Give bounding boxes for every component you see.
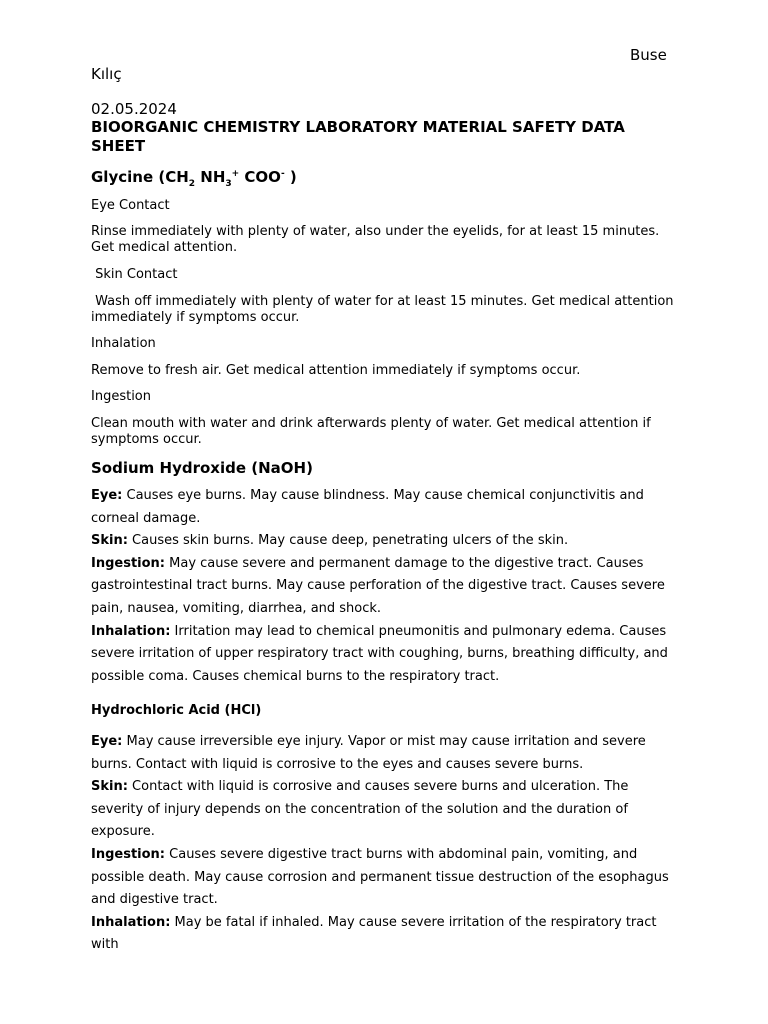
glycine-ingestion-heading: Ingestion (91, 389, 151, 404)
naoh-hazards (91, 485, 681, 688)
author-last-name: Kılıç (91, 65, 122, 83)
hcl-ingestion-item (91, 844, 681, 912)
naoh-eye-label: Eye: (91, 488, 123, 503)
naoh-title: Sodium Hydroxide (NaOH) (91, 459, 313, 477)
naoh-skin-label: Skin: (91, 533, 128, 549)
naoh-inhalation-label: Inhalation: (91, 623, 171, 639)
glycine-ingestion-text: Clean mouth with water and drink afterwards plenty of water. Get medical attention if symptoms occur. (91, 416, 651, 447)
naoh-skin-text: Causes skin burns. May cause deep, penetrating ulcers of the skin. (127, 533, 569, 549)
naoh-ingestion-text: May cause severe and permanent damage to the digestive tract. Causes gastrointestinal tract burns. May cause perforation of the digestive tract. Causes severe pain, nausea, vomiting, diarrhea, and shock. (91, 555, 665, 616)
glycine-inhalation-text: Remove to fresh air. Get medical attention immediately if symptoms occur. (91, 363, 581, 378)
glycine-formula: ($CH_2$ $NH_3^+$ COO- ) (158, 168, 297, 189)
naoh-skin-item (91, 530, 681, 553)
hcl-eye-item (91, 731, 681, 776)
hcl-inhalation-text: May be fatal if inhaled. May cause severe irritation of the respiratory tract with (91, 914, 657, 953)
glycine-inhalation-heading: Inhalation (91, 336, 156, 351)
document-title: BIOORGANIC CHEMISTRY LABORATORY MATERIAL SAFETY DATA SHEET (91, 118, 625, 155)
hcl-hazards (91, 731, 681, 957)
naoh-eye-item (91, 485, 681, 530)
naoh-inhalation-text: Irritation may lead to chemical pneumonitis and pulmonary edema. Causes severe irritation of upper respiratory tract with coughing, burns, breathing difficulty, and possible coma. Causes chemical burns to the respiratory tract. (91, 623, 668, 684)
hcl-eye-label: Eye: (91, 734, 123, 749)
document-date: 02.05.2024 (91, 100, 177, 118)
glycine-skin-heading: Skin Contact (91, 267, 178, 282)
glycine-name: Glycine (91, 168, 154, 186)
hcl-inhalation-label: Inhalation: (91, 914, 171, 930)
hcl-skin-label: Skin: (91, 779, 128, 795)
naoh-inhalation-item (91, 621, 681, 689)
hcl-ingestion-text: Causes severe digestive tract burns with abdominal pain, vomiting, and possible death. May cause corrosion and permanent tissue destruction of the esophagus and digestive tract. (91, 846, 669, 908)
glycine-eye-text: Rinse immediately with plenty of water, also under the eyelids, for at least 15 minutes. Get medical attention. (91, 224, 660, 255)
glycine-skin-text: Wash off immediately with plenty of water for at least 15 minutes. Get medical attention immediately if symptoms occur. (91, 294, 678, 325)
naoh-ingestion-item (91, 553, 681, 621)
hcl-skin-text: Contact with liquid is corrosive and causes severe burns and ulceration. The severity of injury depends on the concentration of the solution and the duration of exposure. (91, 779, 629, 840)
hcl-eye-text: May cause irreversible eye injury. Vapor or mist may cause irritation and severe burns. Contact with liquid is corrosive to the eyes and causes severe burns. (91, 734, 646, 772)
hcl-ingestion-label: Ingestion: (91, 846, 166, 862)
hcl-inhalation-item (91, 912, 681, 957)
naoh-ingestion-label: Ingestion: (91, 555, 166, 571)
glycine-title (91, 168, 297, 189)
naoh-eye-text: Causes eye burns. May cause blindness. May cause chemical conjunctivitis and corneal damage. (91, 488, 644, 526)
hcl-title: Hydrochloric Acid (HCl) (91, 703, 262, 718)
author-first-name: Buse (630, 46, 667, 64)
glycine-eye-heading: Eye Contact (91, 198, 170, 213)
hcl-skin-item (91, 776, 681, 844)
